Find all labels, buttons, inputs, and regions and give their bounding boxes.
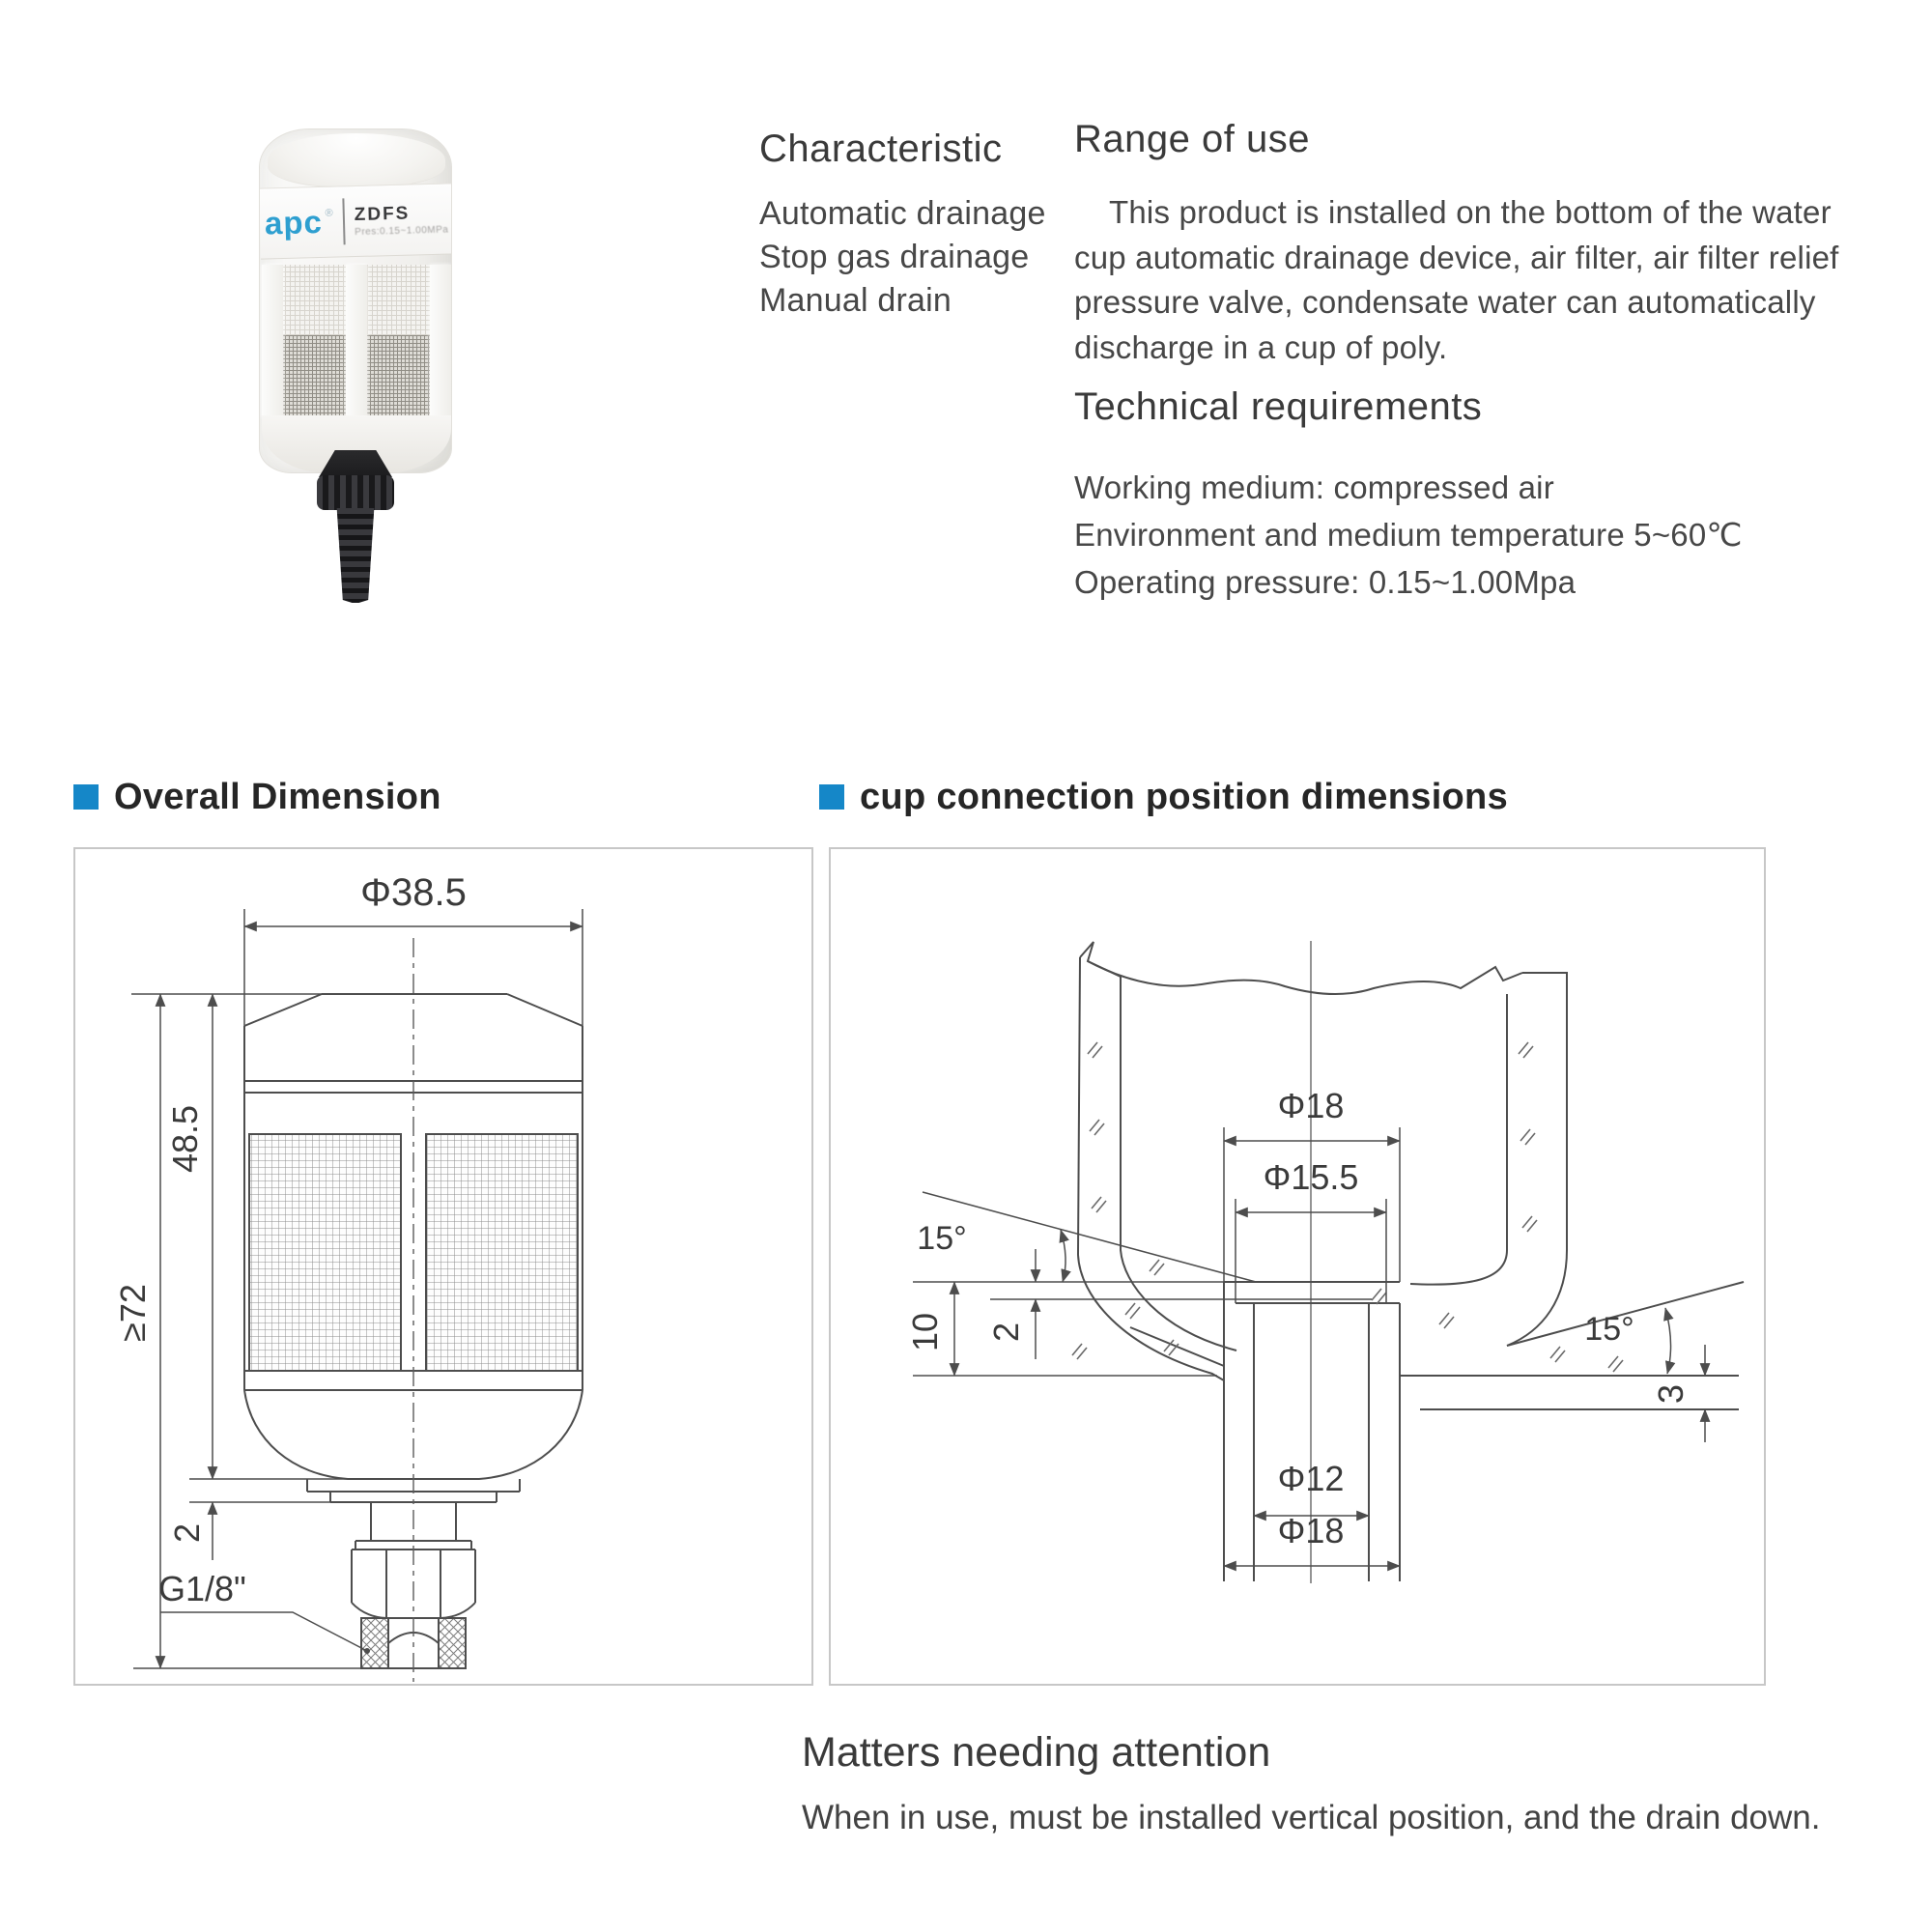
mesh-pillar	[262, 265, 283, 417]
dimension-labels	[905, 1086, 1690, 1550]
mesh-pillar	[346, 265, 367, 417]
mesh-pillar	[430, 265, 451, 417]
product-canister	[259, 128, 452, 473]
range-line: pressure valve, condensate water can automatically	[1074, 284, 1816, 320]
section-bullet-icon	[73, 784, 99, 810]
range-line: This product is installed on the bottom of the water	[1109, 194, 1832, 230]
overall-dimension-drawing	[75, 849, 811, 1684]
characteristic-item: Stop gas drainage	[759, 239, 1030, 275]
product-label-band	[259, 183, 452, 259]
brand-logo: apc	[264, 203, 324, 242]
attention-body: When in use, must be installed vertical position, and the drain down.	[802, 1799, 1821, 1836]
dim-label-body-height: 48.5	[165, 1104, 205, 1174]
dim-label-angle-left: 15°	[917, 1220, 967, 1257]
dim-label-lip: 2	[986, 1322, 1026, 1343]
attention-title: Matters needing attention	[802, 1729, 1271, 1776]
cup-connection-drawing	[831, 849, 1764, 1684]
canister-cap	[268, 133, 445, 187]
dim-label-edge: 3	[1651, 1383, 1690, 1405]
dim-label-step-gap: 2	[167, 1522, 207, 1544]
dim-label-total-height: ≥72	[113, 1284, 153, 1342]
dim-label-inner-top: Φ15.5	[1263, 1157, 1359, 1197]
section-title-overall: Overall Dimension	[114, 777, 441, 817]
section-title-cup: cup connection position dimensions	[860, 777, 1509, 817]
cup-connection-panel	[829, 847, 1766, 1686]
overall-dimension-panel	[73, 847, 813, 1686]
characteristic-title: Characteristic	[759, 128, 1003, 170]
tech-item: Operating pressure: 0.15~1.00Mpa	[1074, 564, 1577, 600]
filter-mesh	[266, 265, 447, 417]
characteristic-item: Manual drain	[759, 282, 952, 319]
section-bullet-icon	[819, 784, 844, 810]
model-label: ZDFS	[354, 203, 411, 225]
tech-requirements-title: Technical requirements	[1074, 385, 1483, 428]
registered-mark: ®	[325, 207, 333, 219]
range-of-use-section	[1074, 118, 1857, 606]
range-line: cup automatic drainage device, air filter, air filter relief	[1074, 239, 1839, 275]
characteristic-section	[759, 128, 1046, 323]
dim-label-diameter: Φ38.5	[360, 871, 467, 914]
dim-label-bore: Φ12	[1277, 1459, 1345, 1498]
dim-label-depth: 10	[905, 1312, 945, 1352]
dim-label-thread: G1/8"	[158, 1569, 246, 1608]
model-sub-label: Pres:0.15~1.00MPa	[355, 224, 449, 238]
product-photo	[259, 104, 452, 607]
dim-label-outer-bottom: Φ18	[1277, 1511, 1345, 1550]
dim-label-outer-top: Φ18	[1277, 1086, 1345, 1125]
tech-item: Working medium: compressed air	[1074, 469, 1554, 505]
dim-label-angle-right: 15°	[1584, 1311, 1634, 1348]
drain-stem-collar	[317, 475, 394, 510]
characteristic-item: Automatic drainage	[759, 195, 1046, 232]
label-divider	[342, 198, 345, 244]
range-line: discharge in a cup of poly.	[1074, 328, 1448, 365]
tech-item: Environment and medium temperature 5~60℃	[1074, 517, 1743, 553]
range-title: Range of use	[1074, 118, 1310, 160]
drain-stem-thread	[334, 508, 377, 603]
